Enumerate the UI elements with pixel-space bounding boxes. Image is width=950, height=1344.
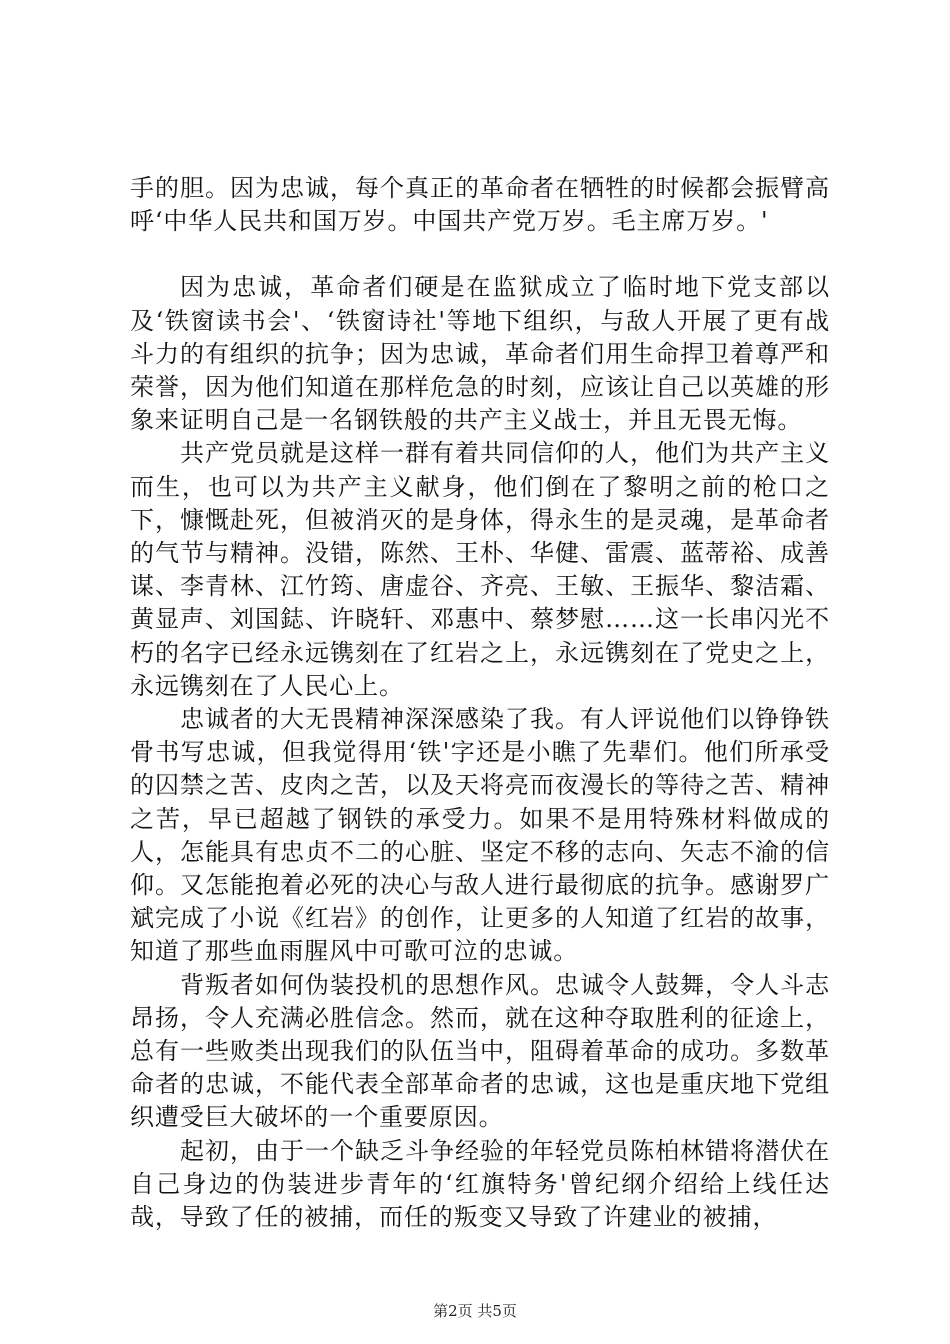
document-body: [130, 172, 830, 1234]
paragraph-traitors: 背叛者如何伪装投机的思想作风。忠诚令人鼓舞，令人斗志昂扬，令人充满必胜信念。然而，就在这种夺取胜利的征途上，总有一些败类出现我们的队伍当中，阻碍着革命的成功。多数革命者的忠诚，不能代表全部革命者的忠诚，这也是重庆地下党组织遭受巨大破坏的一个重要原因。: [130, 970, 830, 1132]
page-number-footer: 第2页 共5页: [433, 1302, 517, 1320]
paragraph-continuation: 手的胆。因为忠诚，每个真正的革命者在牺牲的时候都会振臂高呼‘中华人民共和国万岁。中国共产党万岁。毛主席万岁。': [130, 174, 830, 236]
paragraph-communists: 共产党员就是这样一群有着共同信仰的人，他们为共产主义而生，也可以为共产主义献身，他们倒在了黎明之前的枪口之下，慷慨赴死，但被消灭的是身体，得永生的是灵魂，是革命者的气节与精神。没错，陈然、王朴、华健、雷震、蓝蒂裕、成善谋、李青林、江竹筠、唐虚谷、齐亮、王敏、王振华、黎洁霜、黄显声、刘国鋕、许晓轩、邓惠中、蔡梦慰……这一长串闪光不朽的名字已经永远镌刻在了红岩之上，永远镌刻在了党史之上，永远镌刻在了人民心上。: [130, 439, 830, 700]
paragraph-fearless-spirit: 忠诚者的大无畏精神深深感染了我。有人评说他们以铮铮铁骨书写忠诚，但我觉得用‘铁'字还是小瞧了先辈们。他们所承受的囚禁之苦、皮肉之苦，以及天将亮而夜漫长的等待之苦、精神之苦，早已超越了钢铁的承受力。如果不是用特殊材料做成的人，怎能具有忠贞不二的心脏、坚定不移的志向、矢志不渝的信仰。又怎能抱着必死的决心与敌人进行最彻底的抗争。感谢罗广斌完成了小说《红岩》的创作，让更多的人知道了红岩的故事，知道了那些血雨腥风中可歌可泣的忠诚。: [130, 705, 830, 966]
paragraph-loyalty-prison: 因为忠诚，革命者们硬是在监狱成立了临时地下党支部以及‘铁窗读书会'、‘铁窗诗社'等地下组织，与敌人开展了更有战斗力的有组织的抗争；因为忠诚，革命者们用生命捍卫着尊严和荣誉，因为他们知道在那样危急的时刻，应该让自己以英雄的形象来证明自己是一名钢铁般的共产主义战士，并且无畏无悔。: [130, 273, 830, 435]
paragraph-at-first: 起初，由于一个缺乏斗争经验的年轻党员陈柏林错将潜伏在自己身边的伪装进步青年的‘红旗特务'曾纪纲介绍给上线任达哉，导致了任的被捕，而任的叛变又导致了许建业的被捕，: [130, 1136, 830, 1232]
